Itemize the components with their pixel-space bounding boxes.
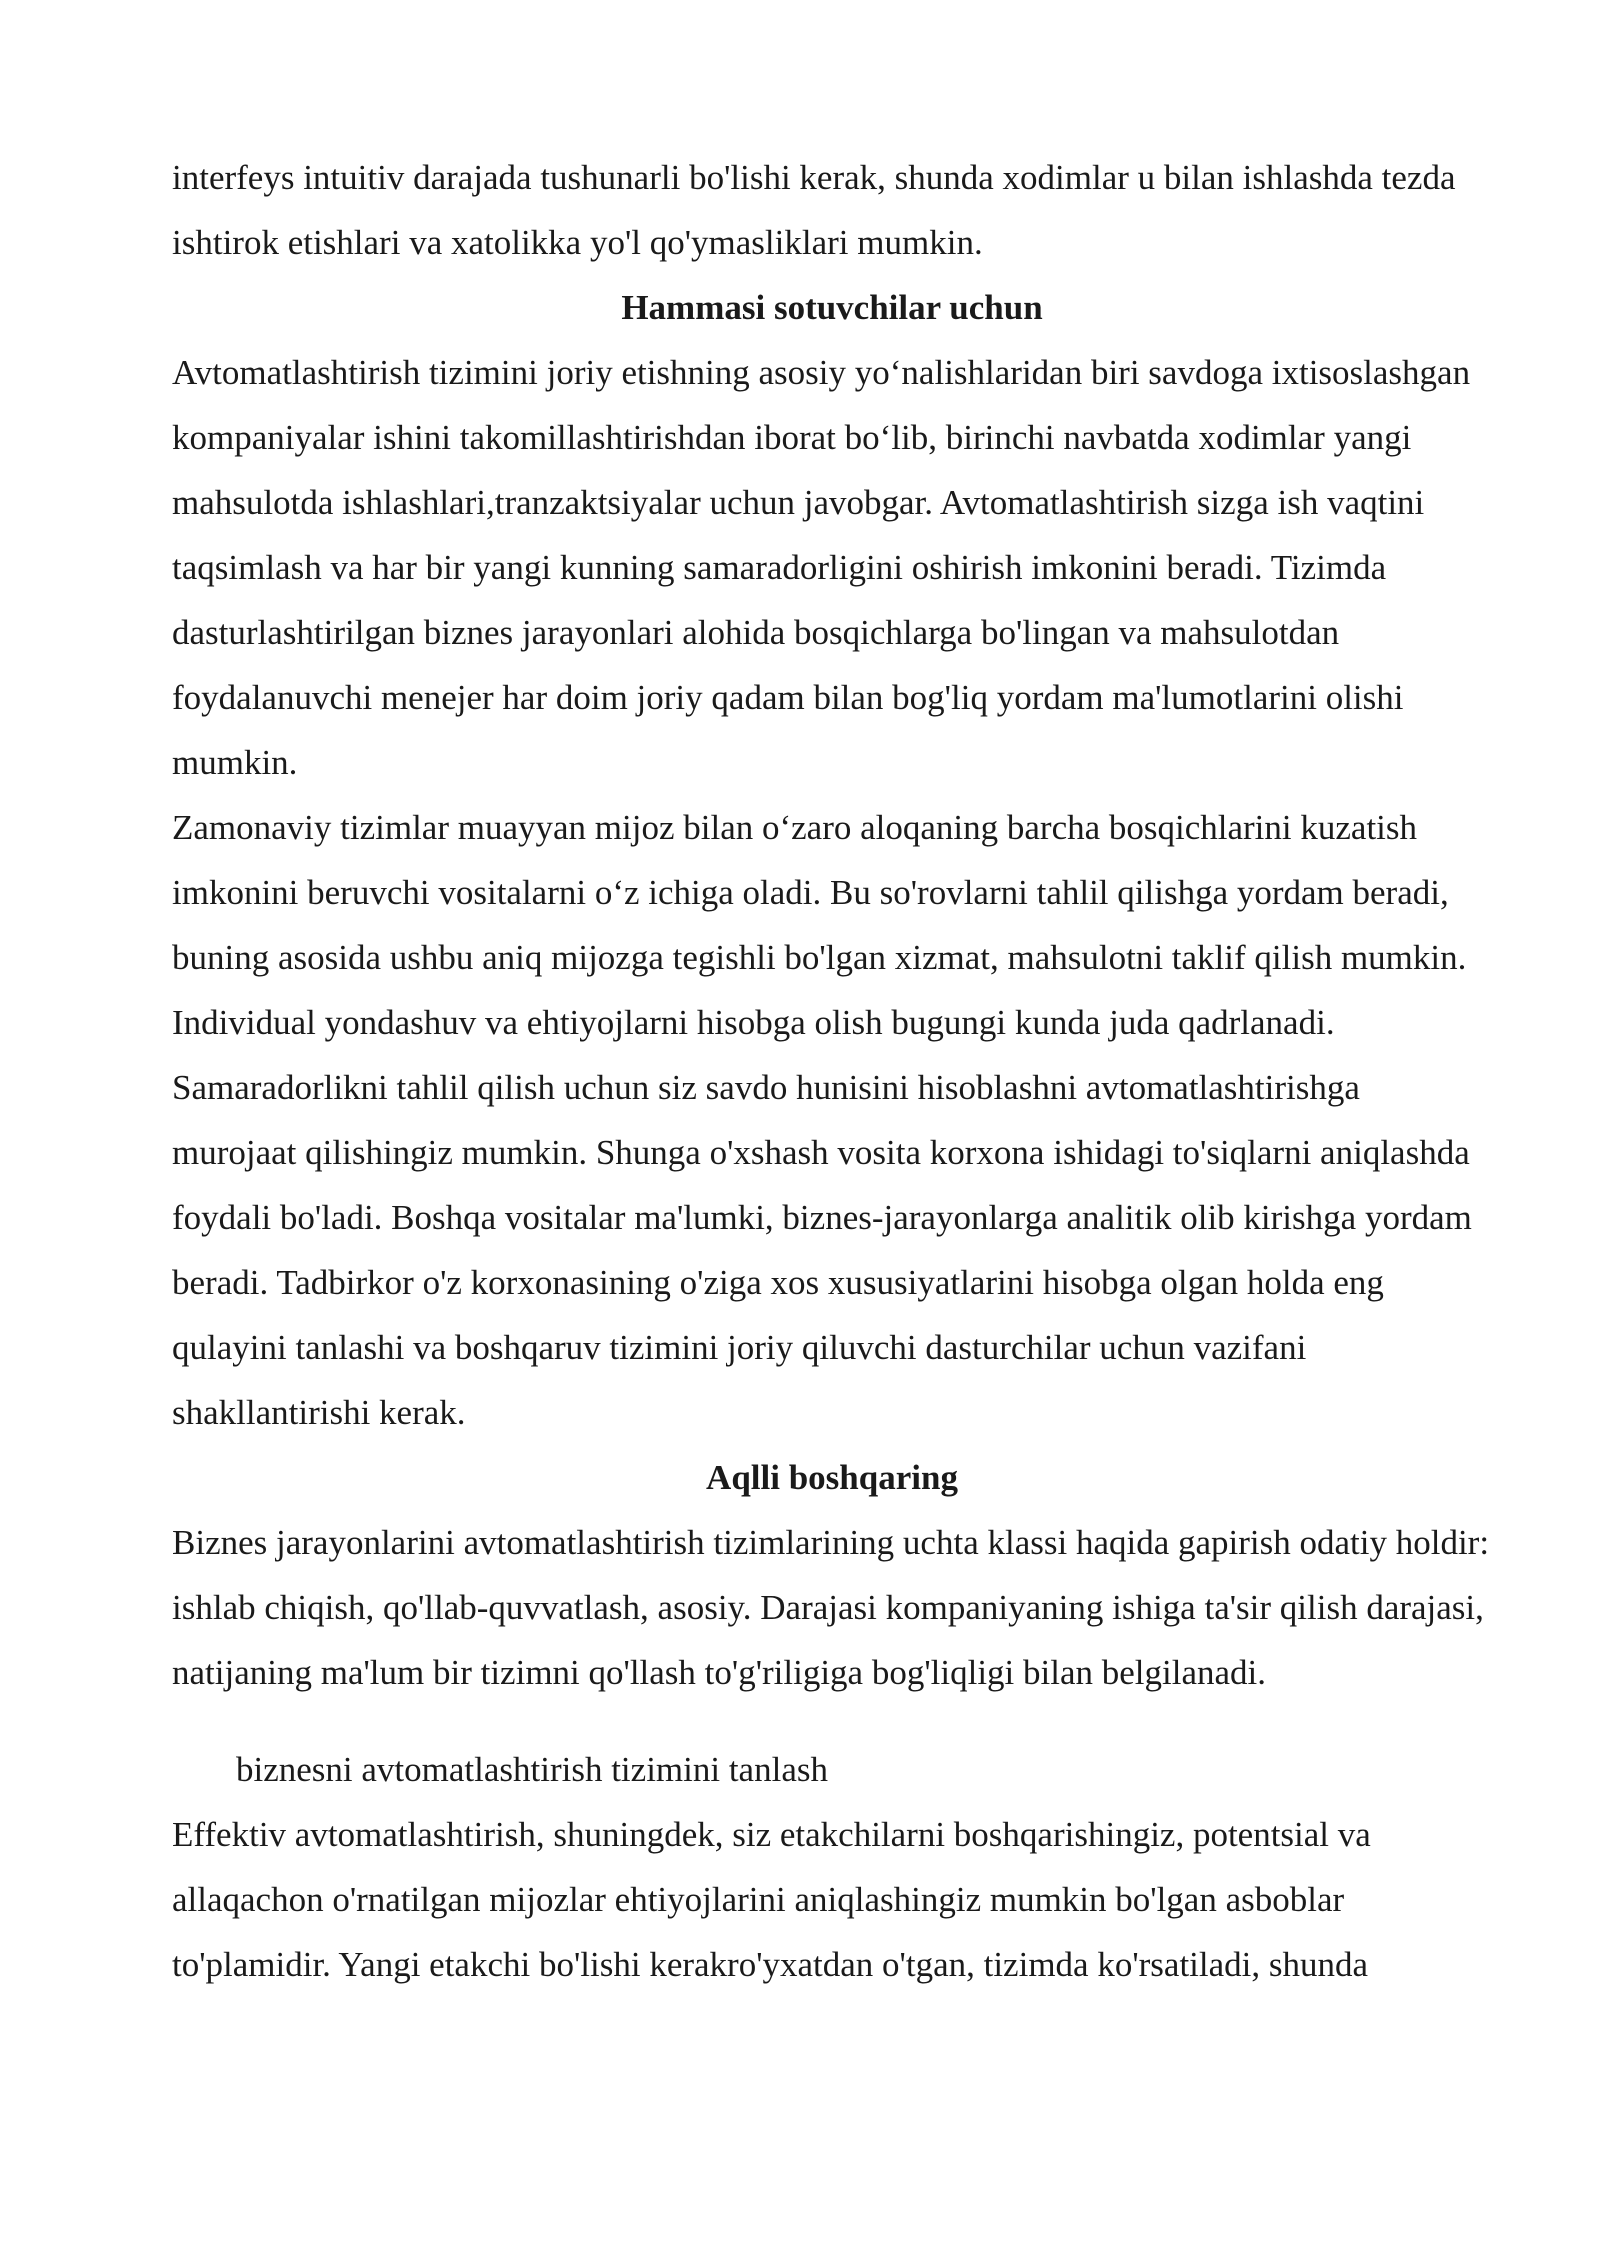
- paragraph-intro-end: interfeys intuitiv darajada tushunarli bo'lishi kerak, shunda xodimlar u bilan ishlashda tezda ishtirok etishlari va xatolikka yo'l qo'ymasliklari mumkin.: [172, 158, 1456, 262]
- document-body: [172, 145, 1492, 1997]
- heading-smart: Aqlli boshqaring: [706, 1458, 958, 1497]
- paragraph-effective: Effektiv avtomatlashtirish, shuningdek, siz etakchilarni boshqarishingiz, potentsial va allaqachon o'rnatilgan mijozlar ehtiyojlarini aniqlashingiz mumkin bo'lgan asboblar to'plamidir. Yangi etakchi bo'lishi kerakro'yxatdan o'tgan, tizimda ko'rsatiladi, shunda: [172, 1815, 1371, 1984]
- image-caption: biznesni avtomatlashtirish tizimini tanlash: [236, 1750, 828, 1789]
- heading-sellers: Hammasi sotuvchilar uchun: [621, 288, 1043, 327]
- paragraph-sellers-2: Zamonaviy tizimlar muayyan mijoz bilan o‘zaro aloqaning barcha bosqichlarini kuzatish imkonini beruvchi vositalarni o‘z ichiga oladi. Bu so'rovlarni tahlil qilishga yordam beradi, buning asosida ushbu aniq mijozga tegishli bo'lgan xizmat, mahsulotni taklif qilish mumkin. Individual yondashuv va ehtiyojlarni hisobga olish bugungi kunda juda qadrlanadi. Samaradorlikni tahlil qilish uchun siz savdo hunisini hisoblashni avtomatlashtirishga murojaat qilishingiz mumkin. Shunga o'xshash vosita korxona ishidagi to'siqlarni aniqlashda foydali bo'ladi. Boshqa vositalar ma'lumki, biznes-jarayonlarga analitik olib kirishga yordam beradi. Tadbirkor o'z korxonasining o'ziga xos xususiyatlarini hisobga olgan holda eng qulayini tanlashi va boshqaruv tizimini joriy qiluvchi dasturchilar uchun vazifani shakllantirishi kerak.: [172, 808, 1472, 1432]
- paragraph-smart: Biznes jarayonlarini avtomatlashtirish tizimlarining uchta klassi haqida gapirish odatiy holdir: ishlab chiqish, qo'llab-quvvatlash, asosiy. Darajasi kompaniyaning ishiga ta'sir qilish darajasi, natijaning ma'lum bir tizimni qo'llash to'g'riligiga bog'liqligi bilan belgilanadi.: [172, 1523, 1490, 1692]
- paragraph-spacer: [172, 1705, 1492, 1737]
- paragraph-sellers-1: Avtomatlashtirish tizimini joriy etishning asosiy yo‘nalishlaridan biri savdoga ixtisoslashgan kompaniyalar ishini takomillashtirishdan iborat bo‘lib, birinchi navbatda xodimlar yangi mahsulotda ishlashlari,tranzaktsiyalar uchun javobgar. Avtomatlashtirish sizga ish vaqtini taqsimlash va har bir yangi kunning samaradorligini oshirish imkonini beradi. Tizimda dasturlashtirilgan biznes jarayonlari alohida bosqichlarga bo'lingan va mahsulotdan foydalanuvchi menejer har doim joriy qadam bilan bog'liq yordam ma'lumotlarini olishi mumkin.: [172, 353, 1471, 782]
